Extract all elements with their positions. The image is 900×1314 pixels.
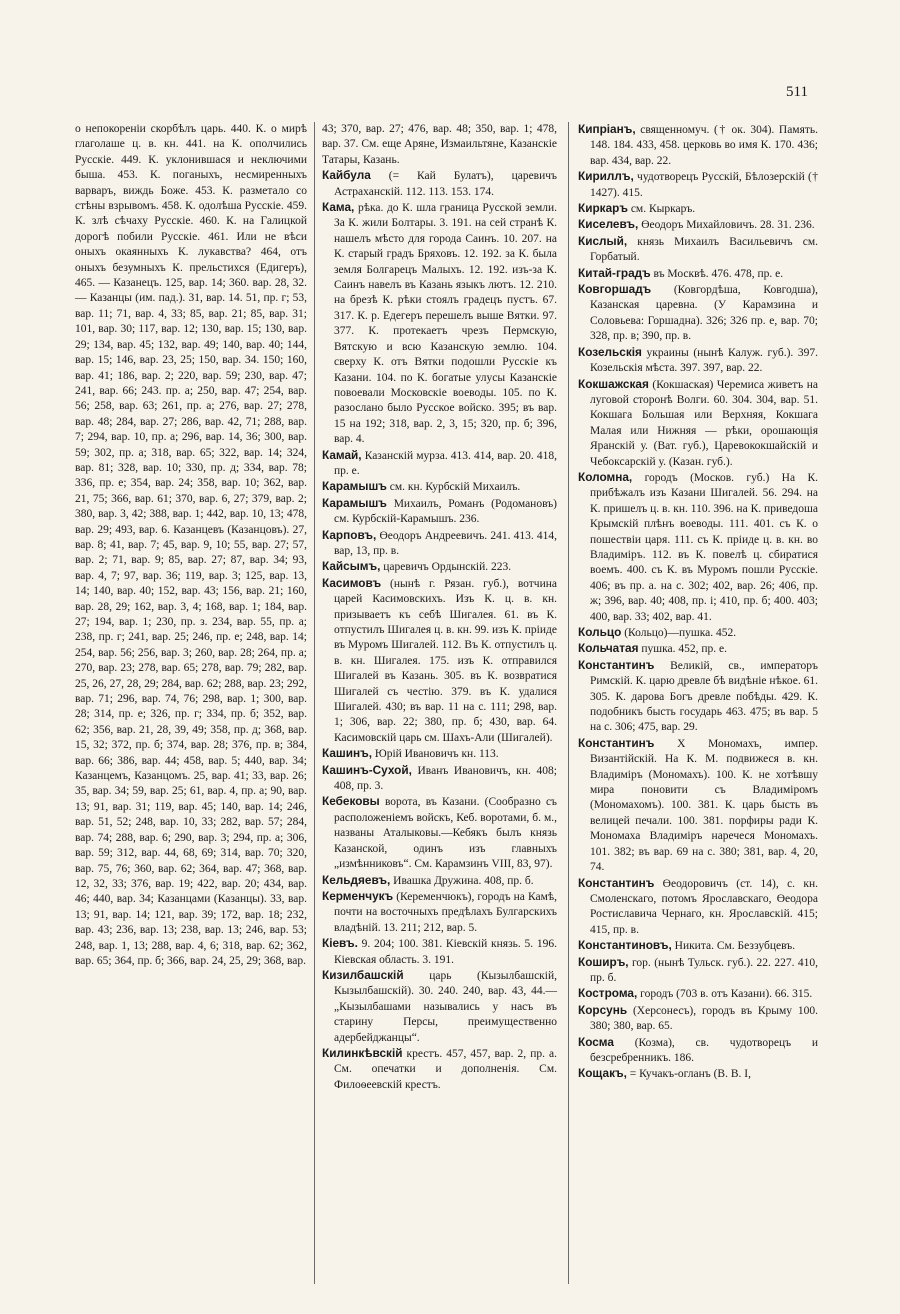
entry-body: (Ковгордѣша, Ковгодша), Казанская царевна. (У Карамзина и Соловьева: Горшадна). 326; 326 пр. е, вар. 70; 328, пр. в; 390, пр. в. — [590, 284, 818, 343]
text-column-1 — [75, 122, 307, 969]
entry-body: см. Кыркаръ. — [630, 203, 696, 216]
entry-body: въ Москвѣ. 476. 478, пр. е. — [653, 267, 784, 280]
column-divider — [568, 122, 569, 1284]
text-column-2 — [322, 122, 557, 1093]
entry-headword: Кашинъ-Сухой, — [322, 762, 412, 777]
entry-body: князь Михаилъ Васильевичъ см. Горбатый. — [590, 235, 818, 264]
entry-headword: Константинъ — [578, 875, 655, 890]
index-entry — [578, 470, 818, 625]
entry-body: Михаилъ, Романъ (Родомановъ) см. Курбскій-Карамышъ. 236. — [334, 497, 557, 526]
entry-headword: Козельскія — [578, 344, 642, 359]
entry-body: украины (нынѣ Калуж. губ.). 397. Козельскія мѣста. 397. 397, вар. 22. — [590, 346, 819, 375]
entry-body: Казанскій мурза. 413. 414, вар. 20. 418, пр. е. — [334, 449, 557, 477]
entry-headword: Кокшажская — [578, 376, 649, 391]
index-entry — [322, 763, 557, 795]
entry-body: царевичъ Ордынскій. 223. — [383, 561, 512, 574]
entry-body: священномуч. († ок. 304). Память. 148. 184. 433, 458. церковь во имя К. 170. 436; вар. 434, вар. 22. — [590, 124, 819, 167]
column-divider — [314, 122, 315, 1284]
entry-body: городъ (703 в. отъ Казани). 66. 315. — [640, 988, 813, 1001]
entry-body: чудотворецъ Русскій, Бѣлозерскій († 1427). 415. — [590, 171, 818, 199]
index-entry — [322, 889, 557, 936]
entry-headword: Камай, — [322, 447, 362, 462]
entry-body: (нынѣ г. Рязан. губ.), вотчина царей Касимовскихъ. Изъ К. ц. в. кн. призываетъ къ себѣ Шигалея. 61. въ К. отпустилъ Шигалея ц. в. кн. 99. изъ К. пріиде въ Муромъ Шигалей. 112. Въ К. отпустилъ ц. в. кн. Шигалея. 175. изъ К. отправился Шигалей въ Казань. 305. въ К. возвратися Шигалей съ честію. 379. въ К. удалися Шигалей. 430; въ вар. 11 на с. 111; 298, вар. 1; 306, вар. 22; 380, пр. б; 430, вар. 64. Касимовскій царь см. Шахъ-Али (Шигалей). — [334, 577, 557, 744]
entry-body: 43; 370, вар. 27; 476, вар. 48; 350, вар. 1; 478, вар. 37. См. еще Аряне, Измаильтяне, Казанскіе Татары, Казань. — [322, 123, 557, 166]
entry-body: городъ (Москов. губ.) На К. прибѣжалъ изъ Казани Шигалей. 56. 294. на К. пришелъ ц. в. кн. 110. 396. на К. приведоша Крымскій плѣнъ воеводы. 111. 401. съ К. о пошествіи царя. 111. съ К. пріиде ц. в. кн. во Владиміръ. 112. въ К. повелѣ ц. сбиратися воемъ. 400. съ К. въ Муромъ пошли Русскіе. 406; въ пр. а. на с. 302; 402, вар. 26; 406, пр. ж; 396, вар. 40; 408, пр. і; 410, пр. б; 400. 403; 400, вар. 33; 402, вар. 41. — [590, 471, 818, 623]
entry-headword: Корсунь — [578, 1002, 628, 1017]
entry-body: (Херсонесъ), городъ въ Крыму 100. 380; 380, вар. 65. — [590, 1004, 818, 1033]
index-entry — [578, 345, 818, 377]
entry-body: Иванъ Ивановичъ, кн. 408; 408, пр. 3. — [334, 764, 557, 793]
index-entry — [578, 201, 818, 217]
entry-body: X Мономахъ, импер. Византійскій. На К. М. подвижеся в. кн. Владиміръ (Мономахъ). 100. К. не хотѣвшу мира поновити съ Владиміромъ (Мономахомъ). 100. 381. К. царь бысть въ велицей печали. 100. 381. порфиры ради К. Мономаха Владиміръ наречеся Мономахъ. 101. 382; въ вар. 69 на с. 380; 381, вар. 4, 20, 74. — [590, 737, 818, 874]
entry-body: Өеодоръ Михайловичъ. 28. 31. 236. — [641, 219, 815, 232]
index-entry — [322, 559, 557, 575]
index-entry — [578, 1035, 818, 1067]
index-entry-continuation — [322, 122, 557, 168]
index-entry — [322, 746, 557, 762]
index-entry — [322, 479, 557, 495]
index-entry — [578, 1066, 818, 1082]
index-entry-continuation — [75, 122, 307, 969]
entry-headword: Кама, — [322, 200, 355, 215]
entry-headword: Кириллъ, — [578, 169, 634, 184]
entry-body: (Козма), св. чудотворецъ и безсребренникъ. 186. — [590, 1036, 818, 1064]
entry-headword: Кіевъ. — [322, 936, 358, 951]
entry-headword: Киркаръ — [578, 201, 628, 216]
entry-headword: Константинъ — [578, 657, 655, 672]
entry-headword: Кольцо — [578, 625, 622, 639]
entry-headword: Кольчатая — [578, 641, 639, 656]
index-entry — [322, 1046, 557, 1093]
entry-body: Өеодоръ Андреевичъ. 241. 413. 414, вар, 13, пр. в. — [334, 529, 557, 557]
entry-body: (Кокшаская) Черемиса живетъ на луговой сторонѣ Волги. 60. 304. 304, вар. 51. Кокшага Большая или Верхняя, Кокшага Малая или Нижняя — рѣки, орошающія Яранскій у. (Ват. губ.), Царевококшайскій и Чебоксарскій у. (Казан. губ.). — [590, 378, 818, 468]
entry-headword: Константиновъ, — [578, 938, 672, 953]
index-entry — [322, 168, 557, 200]
entry-body: Өеодоровичъ (ст. 14), с. кн. Смоленскаго, потомъ Ярославскаго, Өеодора Ростиславича Чернаго, кн. Ярославскій. 415; 415, пр. в. — [590, 877, 819, 936]
index-entry — [578, 169, 818, 201]
entry-headword: Китай-градъ — [578, 265, 651, 280]
entry-headword: Керменчукъ — [322, 888, 394, 903]
entry-body: = Кучакъ-огланъ (В. В. І, — [629, 1068, 751, 1081]
entry-headword: Коширъ, — [578, 954, 629, 969]
entry-body: царь (Кызылбашскій, Кызылбашскій). 30. 240. 240, вар. 43, 44.—„Кызылбашами назывались у насъ въ старину Персы, преимущественно адербейджанцы“. — [334, 969, 557, 1044]
entry-headword: Коломна, — [578, 469, 633, 484]
entry-headword: Касимовъ — [322, 575, 382, 590]
entry-body: Никита. См. Беззубцевъ. — [674, 940, 796, 953]
index-entry — [578, 1003, 818, 1035]
entry-headword: Карамышъ — [322, 479, 387, 494]
index-entry — [578, 282, 818, 345]
index-entry — [578, 955, 818, 987]
entry-body: Юрій Ивановичъ кн. 113. — [374, 748, 499, 761]
index-entry — [578, 266, 818, 282]
entry-body: см. кн. Курбскій Михаилъ. — [389, 481, 521, 494]
text-column-3 — [578, 122, 818, 1083]
entry-headword: Кипріанъ, — [578, 122, 636, 136]
index-entry — [578, 122, 818, 169]
index-entry — [322, 576, 557, 746]
index-entry — [578, 658, 818, 736]
entry-headword: Килинкѣвскій — [322, 1045, 403, 1060]
index-entry — [322, 794, 557, 872]
entry-headword: Карповъ, — [322, 527, 377, 542]
entry-body: (Кеременчюкъ), городъ на Камѣ, почти на восточныхъ предѣлахъ Булгарскихъ владѣній. 13. 211; 212, вар. 5. — [334, 890, 557, 934]
index-entry — [578, 641, 818, 657]
entry-headword: Кислый, — [578, 233, 628, 248]
index-entry — [322, 873, 557, 889]
entry-body: 9. 204; 100. 381. Кіевскій князь. 5. 196. Кіевская область. 3. 191. — [334, 938, 557, 966]
entry-body: рѣка. до К. шла граница Русской земли. За К. жили Болтары. 3. 191. на сей странѣ К. нашелъ мѣсто для города Саинъ. 10. 207. на К. старый градъ Бряховъ. 12. 192. за К. была земля Болгарецъ Малыхъ. 12. 192. изъ-за К. Саинъ навелъ въ Казань языкъ лютъ. 12. 210. на брезѣ К. рѣки стоялъ градецъ пустъ. 67. 317. К. р. Едегеръ перешелъ выше Вятки. 97. 377. К. протекаетъ чрезъ Пермскую, Вятскую и всю Казанскую землю. 104. сверху К. отъ Вятки подошли Русскіе къ Казани. 104. по К. богатые улусы Казанскіе повоевали Московскіе воеводы. 105. по К. разослано было Русское войско. 395; въ вар. 15 на 192; 318, вар. 2, 3, 15; 320, пр. б; 396, вар. 4. — [334, 202, 557, 446]
index-entry — [578, 234, 818, 266]
index-entry — [578, 736, 818, 876]
index-entry — [578, 876, 818, 939]
entry-headword: Кизилбашскій — [322, 967, 404, 982]
index-entry — [322, 448, 557, 480]
entry-body: (= Кай Булатъ), царевичъ Астраханскій. 112. 113. 153. 174. — [334, 170, 557, 198]
index-entry — [578, 217, 818, 233]
index-entry — [322, 496, 557, 528]
entry-body: Великій, св., императоръ Римскій. К. царю древле бѣ видѣніе нѣкое. 61. 305. К. дарова Богъ древле побѣды. 429. К. подобникъ бысть государь 463. 475; въ вар. 5 на с. 306; 475, вар. 29. — [590, 659, 818, 734]
index-entry — [578, 377, 818, 470]
entry-body: крестъ. 457, 457, вар. 2, пр. а. См. опечатки и дополненія. См. Филоѳеевскій крестъ. — [334, 1047, 557, 1091]
page-number: 511 — [786, 84, 808, 100]
entry-body: ворота, въ Казани. (Сообразно съ расположеніемъ войскъ, Кеб. воротами, б. м., названы Аталыковы.—Кебякъ былъ князь Казанской, одинъ изъ главныхъ „измѣнниковъ“. См. Карамзинъ VIII, 83, 97). — [334, 796, 558, 871]
index-entry — [578, 986, 818, 1002]
index-entry — [322, 200, 557, 448]
entry-headword: Карамышъ — [322, 495, 387, 510]
index-entry — [578, 938, 818, 954]
entry-headword: Кощакъ, — [578, 1066, 627, 1081]
entry-body: пушка. 452, пр. е. — [641, 643, 727, 656]
entry-headword: Кебековы — [322, 794, 380, 809]
entry-body: гор. (нынѣ Тульск. губ.). 22. 227. 410, пр. б. — [590, 956, 818, 984]
entry-body: (Кольцо)—пушка. 452. — [624, 627, 737, 639]
entry-headword: Киселевъ, — [578, 217, 639, 232]
entry-headword: Константинъ — [578, 735, 655, 750]
index-entry — [322, 528, 557, 560]
entry-headword: Косма — [578, 1034, 614, 1049]
index-entry — [322, 936, 557, 968]
entry-headword: Кайсымъ, — [322, 559, 381, 574]
entry-headword: Кельдяевъ, — [322, 872, 391, 887]
entry-headword: Кашинъ, — [322, 746, 372, 761]
entry-body: о непокореніи скорбѣлъ царь. 440. К. о мирѣ глаголаше ц. в. кн. 441. на К. ополчились Русскіе. 449. К. уклонившася и неключими быша. 453. К. поганыхъ, несмиренныхъ варваръ, виждь Боже. 453. К. разметало со стѣны взрывомъ. 458. К. одолѣша Русскіе. 459. К. злѣ сѣчаху Русскіе. 460. К. на Галицкой дорогѣ побили Русскіе. 461. Или не вѣси оныхъ окаянныхъ К. лукавства? 464, отъ оныхъ безумныхъ К. прельстихся (Едигеръ), 465. — Казанецъ. 125, вар. 14; 360. вар. 28, 32. — Казанцы (им. пад.). 31, вар. 14. 51, пр. г; 53, вар. 11; 71, вар. 4, 33; 85, вар. 21; 85, вар. 31; 101, вар. 30; 117, вар. 12; 130, вар. 15; 130, вар. 29; 134, вар. 45; 132, вар. 49; 140, вар. 40; 144, вар. 15; 146, вар. 23, 25; 150, вар. 34. 150; 160, вар. 41; 186, вар. 2; 220, вар. 59; 230, вар. 47; 241, вар. 66; 243. пр. а; 250, вар. 47; 254, вар. 56; 258, вар. 63; 261, пр. а; 276, вар. 27; 278, вар. 48; 284, вар. 27; 286, вар. 42, 71; 288, вар. 7; 294, вар. 10, пр. а; 296, вар. 14, 36; 300, вар. 59; 302, пр. а; 318, вар. 65; 322, вар. 14; 324, вар. 81; 328, вар. 10; 330, пр. д; 334, вар. 78; 336, пр. е; 354, вар. 24; 358, вар. 10; 362, вар. 21, 75; 366, вар. 61; 370, вар. 6, 27; 379, вар. 2; 380, вар. 3, 42; 388, вар. 1; 442, вар. 10, 13; 478, вар. 29; 493, вар. 6. Казанцевъ (Казанцовъ). 27, вар. 8; 41, вар. 7; 45, вар. 9, 10; 55, вар. 27; 57, вар. 2; 71, вар. 9; 85, вар. 27; 87, вар. 34; 93, вар. 4, 7; 97, вар. 36; 119, вар. 3; 125, вар. 13, 14; 140, вар. 40; 152, вар. 43; 156, вар. 21; 160, вар. 28, 29; 162, вар. 3, 4; 168, вар. 1; 184, вар. 27; 194, вар. 1; 230, пр. з. 234, вар. 55, пр. а; 238, пр. г; 241, вар. 25; 246, пр. е; 248, вар. 14; 254, вар. 56; 256, вар. 3; 260, вар. 28; 264, пр. а; 270, вар. 23; 278, вар. 65; 278, вар. 79; 282, вар. 25, 26, 27, 28, 29; 284, вар. 62; 288, вар. 23; 292, вар. 71; 296, вар. 74, 76; 298, вар. 1; 300, вар. 28; 314, пр. е; 326, пр. г; 334, пр. б; 352, вар. 62; 356, вар. 21, 28, 39, 49; 358, пр. д; 368, вар. 15, 32; 372, пр. б; 374, вар. 28; 376, пр. в; 384, вар. 66; 386, вар. 44; 458, вар. 5; 440, вар. 34; Казанцемъ, Казанцомъ. 25, вар. 41; 33, вар. 26; 35, вар. 34; 59, вар. 25; 61, вар. 4, пр. а; 90, вар. 13; 91, вар. 31; 119, вар. 45; 140, вар. 14; 246, вар. 51, 52; 248, вар. 10, 33; 282, вар. 57; 284, вар. 74; 288, вар. 6; 290, вар. 3; 294, пр. а; 306, вар. 59; 312, вар. 44, 68, 69; 314, вар. 70; 320, вар. 75, 76; 360, вар. 62; 364, вар. 47; 368, вар. 12, 32, 33; 376, вар. 19; 422, вар. 20; 434, вар. 46; 440, вар. 34; Казанцами (Казанцы). 33, вар. 13; 91, вар. 14; 121, вар. 39; 172, вар. 18; 232, вар. 43; 236, вар. 13; 238, вар. 13; 246, вар. 53; 248, вар. 1, 13; 288, вар. 4, 6; 318, вар. 62; 362, вар. 65; 364, пр. б; 366, вар. 24, 25, 29; 368, вар. — [75, 123, 307, 967]
entry-headword: Ковгоршадъ — [578, 282, 652, 297]
index-entry — [578, 625, 818, 641]
entry-body: Ивашка Дружина. 408, пр. б. — [393, 874, 534, 887]
entry-headword: Кострома, — [578, 986, 638, 1001]
index-entry — [322, 968, 557, 1046]
entry-headword: Кайбула — [322, 168, 371, 183]
